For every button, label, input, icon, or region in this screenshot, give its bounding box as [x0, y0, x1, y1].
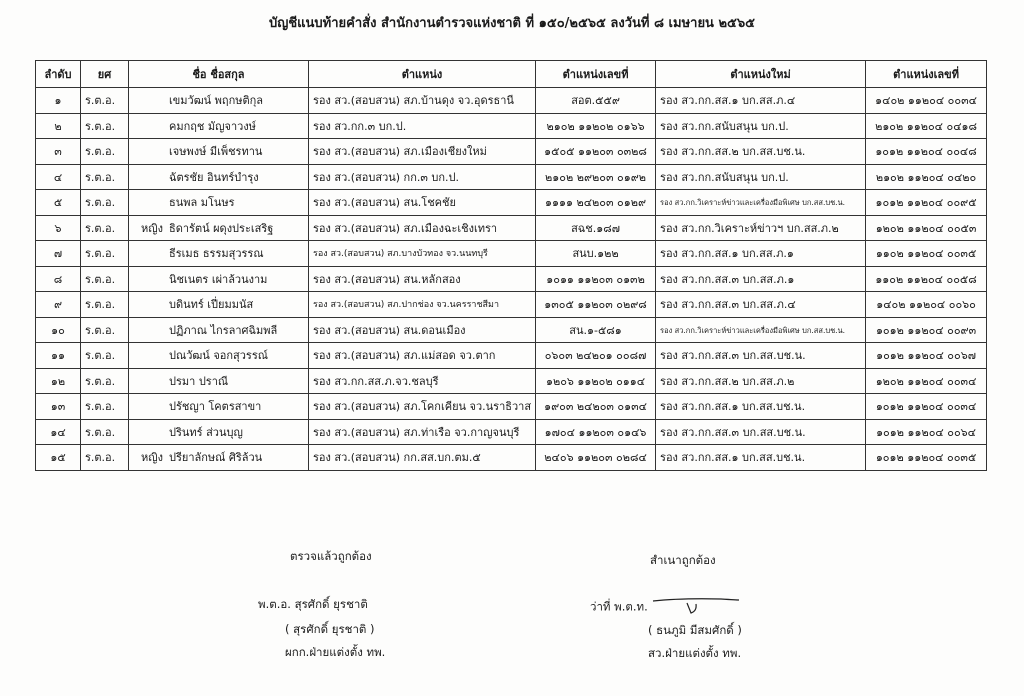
- cell-new-position-id-text: ๑๑๐๒ ๑๑๒๐๔ ๐๐๕๘: [875, 272, 977, 286]
- cell-new-position-id: [866, 368, 987, 394]
- cell-name: [129, 88, 309, 114]
- right-signature-heading: สำเนาถูกต้อง: [650, 553, 716, 567]
- cell-no: [36, 113, 81, 139]
- cell-no-text: ๔: [53, 170, 63, 184]
- cell-position-id: [536, 113, 656, 139]
- cell-name-text: ปรมา ปราณี: [169, 374, 229, 388]
- cell-position: [309, 317, 536, 343]
- cell-no: [36, 190, 81, 216]
- cell-new-position-id: [866, 394, 987, 420]
- cell-position: [309, 292, 536, 318]
- cell-rank: [81, 190, 129, 216]
- left-signature-title: ผกก.ฝ่ายแต่งตั้ง ทพ.: [285, 645, 386, 659]
- cell-new-position-text: รอง สว.กก.สส.๒ บก.สส.ภ.๒: [660, 374, 795, 388]
- cell-position-id-text: ๑๐๑๑ ๑๑๒๐๓ ๐๑๓๒: [546, 272, 645, 286]
- cell-rank-text: ร.ต.อ.: [85, 323, 116, 337]
- cell-rank: [81, 419, 129, 445]
- cell-new-position-text: รอง สว.กก.สส.๒ บก.สส.บช.น.: [660, 145, 806, 159]
- header-new-position: ตำแหน่งใหม่: [656, 61, 866, 88]
- cell-no-text: ๑๐: [51, 323, 65, 337]
- cell-new-position: [656, 139, 866, 165]
- cell-position-id-text: สอต.๕๕๙: [571, 94, 620, 108]
- cell-new-position-id: [866, 266, 987, 292]
- cell-rank-text: ร.ต.อ.: [85, 119, 116, 133]
- cell-name-text: ธนพล มโนษร: [169, 196, 235, 210]
- cell-name: [129, 164, 309, 190]
- cell-position-id: [536, 215, 656, 241]
- cell-no-text: ๕: [53, 196, 63, 210]
- cell-name-text: ธิดารัตน์ ผดุงประเสริฐ: [169, 221, 274, 235]
- cell-new-position-text: รอง สว.กก.สส.๑ บก.สส.บช.น.: [660, 400, 806, 414]
- cell-no: [36, 394, 81, 420]
- cell-new-position-text: รอง สว.กก.สส.๓ บก.สส.บช.น.: [660, 349, 806, 363]
- cell-position-id-text: ๒๔๐๖ ๑๑๒๐๓ ๐๒๘๔: [544, 451, 647, 465]
- cell-name: [129, 190, 309, 216]
- cell-rank-text: ร.ต.อ.: [85, 221, 116, 235]
- cell-new-position-id-text: ๑๒๐๒ ๑๑๒๐๔ ๐๐๕๓: [875, 221, 977, 235]
- cell-position-text: รอง สว.(สอบสวน) สภ.เมืองเชียงใหม่: [313, 145, 487, 159]
- cell-no: [36, 139, 81, 165]
- cell-rank-text: ร.ต.อ.: [85, 247, 116, 261]
- cell-position-text: รอง สว.(สอบสวน) สน.หลักสอง: [313, 272, 461, 286]
- cell-name-text: ฉัตรชัย อินทร์บำรุง: [169, 170, 259, 184]
- cell-new-position: [656, 113, 866, 139]
- cell-new-position-text: รอง สว.กก.สนับสนุน บก.ป.: [660, 119, 789, 133]
- cell-new-position-id-text: ๑๐๑๒ ๑๑๒๐๔ ๐๐๓๕: [875, 451, 977, 465]
- cell-no-text: ๑๕: [50, 451, 66, 465]
- cell-new-position-id-text: ๑๑๐๒ ๑๑๒๐๔ ๐๐๓๕: [875, 247, 977, 261]
- cell-position-id: [536, 241, 656, 267]
- cell-new-position-text: รอง สว.กก.วิเคราะห์ข่าวและเครื่องมือพิเศษ บก.สส.บช.น.: [660, 325, 846, 335]
- cell-position-id-text: ๑๓๐๕ ๑๑๒๐๓ ๐๒๙๘: [544, 298, 647, 312]
- cell-position: [309, 164, 536, 190]
- cell-name: [129, 292, 309, 318]
- cell-no: [36, 164, 81, 190]
- header-no: ลำดับ: [36, 61, 81, 88]
- cell-name: [129, 139, 309, 165]
- cell-no-text: ๑๓: [50, 400, 66, 414]
- cell-new-position-id: [866, 445, 987, 471]
- table-row: [36, 164, 987, 190]
- cell-no: [36, 317, 81, 343]
- cell-position-id: [536, 292, 656, 318]
- cell-name: [129, 343, 309, 369]
- cell-no-text: ๙: [53, 298, 63, 312]
- cell-new-position-text: รอง สว.กก.สส.๑ บก.สส.ภ.๑: [660, 247, 794, 261]
- cell-new-position: [656, 445, 866, 471]
- cell-new-position-text: รอง สว.กก.วิเคราะห์ข่าวและเครื่องมือพิเศษ บก.สส.บช.น.: [660, 198, 846, 208]
- cell-no: [36, 343, 81, 369]
- cell-rank-text: ร.ต.อ.: [85, 170, 116, 184]
- cell-new-position-text: รอง สว.กก.สส.๑ บก.สส.บช.น.: [660, 451, 806, 465]
- cell-name-text: ปฏิภาณ ไกรลาศฉิมพลี: [169, 323, 278, 337]
- cell-no: [36, 88, 81, 114]
- cell-position-text: รอง สว.(สอบสวน) สภ.โคกเคียน จว.นราธิวาส: [313, 400, 532, 414]
- cell-position-id-text: ๑๗๐๔ ๑๑๒๐๓ ๐๑๔๖: [544, 425, 647, 439]
- cell-position-id: [536, 394, 656, 420]
- left-signature-heading: ตรวจแล้วถูกต้อง: [290, 549, 372, 563]
- cell-new-position-id: [866, 215, 987, 241]
- cell-new-position-id: [866, 164, 987, 190]
- cell-new-position: [656, 241, 866, 267]
- cell-new-position: [656, 343, 866, 369]
- cell-new-position-id-text: ๒๑๐๒ ๑๑๒๐๔ ๐๔๑๘: [875, 119, 978, 133]
- table-row: [36, 343, 987, 369]
- cell-new-position-id: [866, 88, 987, 114]
- cell-position-text: รอง สว.(สอบสวน) สภ.แม่สอด จว.ตาก: [313, 349, 496, 363]
- cell-rank: [81, 215, 129, 241]
- cell-name: [129, 445, 309, 471]
- cell-position-id-text: สนบ.๑๒๒: [572, 247, 619, 261]
- cell-position-text: รอง สว.(สอบสวน) สภ.บางบัวทอง จว.นนทบุรี: [313, 249, 488, 260]
- cell-name: [129, 394, 309, 420]
- cell-rank-text: ร.ต.อ.: [85, 145, 116, 159]
- cell-name-text: ปรัชญา โคตรสาขา: [169, 400, 262, 414]
- table-row: [36, 215, 987, 241]
- table-row: [36, 88, 987, 114]
- cell-rank-text: ร.ต.อ.: [85, 400, 116, 414]
- cell-new-position: [656, 317, 866, 343]
- cell-new-position-id-text: ๑๐๑๒ ๑๑๒๐๔ ๐๐๖๗: [876, 349, 976, 363]
- cell-rank: [81, 139, 129, 165]
- header-name: ชื่อ ชื่อสกุล: [129, 61, 309, 88]
- cell-position-text: รอง สว.(สอบสวน) สภ.ท่าเรือ จว.กาญจนบุรี: [313, 425, 520, 439]
- cell-position: [309, 343, 536, 369]
- cell-position-id-text: ๑๙๐๓ ๒๔๒๐๓ ๐๑๓๔: [544, 400, 647, 414]
- cell-position-text: รอง สว.(สอบสวน) กก.๓ บก.ป.: [313, 170, 460, 184]
- cell-position-text: รอง สว.(สอบสวน) สน.โชคชัย: [313, 196, 456, 210]
- cell-name: [129, 266, 309, 292]
- cell-rank-text: ร.ต.อ.: [85, 272, 116, 286]
- cell-rank-text: ร.ต.อ.: [85, 94, 116, 108]
- cell-no-text: ๒: [54, 119, 62, 133]
- cell-new-position-id-text: ๑๔๐๒ ๑๑๒๐๔ ๐๐๓๔: [875, 94, 977, 108]
- header-rank: ยศ: [81, 61, 129, 88]
- cell-new-position-id-text: ๑๒๐๒ ๑๑๒๐๔ ๐๐๓๔: [875, 374, 977, 388]
- cell-position: [309, 190, 536, 216]
- cell-no-text: ๑๑: [51, 349, 65, 363]
- cell-no-text: ๑: [54, 94, 62, 108]
- cell-name-text: เขมวัฒน์ พฤกษติกุล: [169, 94, 264, 108]
- cell-rank-text: ร.ต.อ.: [85, 298, 116, 312]
- cell-name-text: ธีรเมธ ธรรมสุวรรณ: [169, 247, 264, 261]
- cell-new-position-id-text: ๑๐๑๒ ๑๑๒๐๔ ๐๐๓๔: [875, 400, 977, 414]
- cell-name-text: คมกฤช มัญจาวงษ์: [169, 119, 256, 133]
- cell-rank-text: ร.ต.อ.: [85, 374, 116, 388]
- cell-position-id-text: ๑๕๐๕ ๑๑๒๐๓ ๐๓๒๘: [544, 145, 647, 159]
- cell-position: [309, 266, 536, 292]
- cell-name-prefix: หญิง: [141, 451, 163, 465]
- cell-position-id-text: สฉช.๑๘๗: [571, 221, 620, 235]
- cell-rank-text: ร.ต.อ.: [85, 349, 116, 363]
- cell-position-id: [536, 419, 656, 445]
- cell-position-id-text: สน.๑-๕๘๑: [569, 323, 622, 337]
- right-signature-paren: ( ธนภูมิ มีสมศักดิ์ ): [648, 623, 742, 637]
- table-row: [36, 113, 987, 139]
- roster-body: [36, 88, 987, 471]
- cell-rank: [81, 88, 129, 114]
- cell-no: [36, 266, 81, 292]
- cell-new-position: [656, 190, 866, 216]
- cell-new-position-id-text: ๒๑๐๒ ๑๑๒๐๔ ๐๔๒๐: [875, 170, 977, 184]
- cell-position: [309, 368, 536, 394]
- cell-name-text: ปณวัฒน์ จอกสุวรรณ์: [169, 349, 268, 363]
- cell-position-id: [536, 139, 656, 165]
- cell-no: [36, 368, 81, 394]
- cell-no: [36, 419, 81, 445]
- cell-position-id: [536, 164, 656, 190]
- left-signature-paren: ( สุรศักดิ์ ยุรชาติ ): [285, 622, 375, 636]
- cell-no-text: ๑๔: [50, 425, 66, 439]
- cell-rank: [81, 445, 129, 471]
- cell-rank: [81, 292, 129, 318]
- table-row: [36, 292, 987, 318]
- cell-name-text: บดินทร์ เปี่ยมมนัส: [169, 298, 254, 312]
- cell-rank: [81, 164, 129, 190]
- cell-position-id: [536, 266, 656, 292]
- table-row: [36, 139, 987, 165]
- cell-no: [36, 292, 81, 318]
- table-header-row: [36, 61, 987, 88]
- cell-rank-text: ร.ต.อ.: [85, 196, 116, 210]
- table-row: [36, 368, 987, 394]
- cell-new-position-text: รอง สว.กก.สส.๓ บก.สส.ภ.๔: [660, 298, 796, 312]
- cell-new-position-id-text: ๑๐๑๒ ๑๑๒๐๔ ๐๐๙๕: [875, 196, 977, 210]
- cell-no-text: ๑๒: [50, 374, 66, 388]
- cell-new-position-id: [866, 343, 987, 369]
- cell-position-text: รอง สว.(สอบสวน) กก.สส.บก.ตม.๕: [313, 451, 481, 465]
- handwritten-signature: [651, 597, 741, 617]
- cell-position-id: [536, 88, 656, 114]
- cell-new-position-id: [866, 419, 987, 445]
- cell-name: [129, 113, 309, 139]
- cell-position: [309, 88, 536, 114]
- cell-no-text: ๓: [54, 145, 62, 159]
- cell-rank: [81, 394, 129, 420]
- cell-new-position-text: รอง สว.กก.สส.๓ บก.สส.ภ.๑: [660, 272, 795, 286]
- cell-new-position-id-text: ๑๔๐๒ ๑๑๒๐๔ ๐๐๖๐: [876, 298, 976, 312]
- cell-new-position-text: รอง สว.กก.สส.๓ บก.สส.บช.น.: [660, 425, 806, 439]
- cell-name-text: นิชเนตร เผ่าล้วนงาม: [169, 272, 268, 286]
- cell-position-id: [536, 190, 656, 216]
- table-row: [36, 317, 987, 343]
- cell-position: [309, 215, 536, 241]
- cell-position: [309, 445, 536, 471]
- cell-position-id-text: ๑๑๑๑ ๒๔๒๐๓ ๐๑๒๙: [545, 196, 647, 210]
- table-row: [36, 419, 987, 445]
- cell-name-text: ปรินทร์ ส่วนบุญ: [169, 425, 243, 439]
- cell-rank: [81, 241, 129, 267]
- cell-position-id-text: ๐๖๐๓ ๒๔๒๐๑ ๐๐๘๗: [544, 349, 647, 363]
- cell-no: [36, 215, 81, 241]
- header-new-position-id: ตำแหน่งเลขที่: [866, 61, 987, 88]
- left-signature-name: พ.ต.อ. สุรศักดิ์ ยุรชาติ: [258, 597, 368, 611]
- cell-position-id: [536, 343, 656, 369]
- cell-name: [129, 368, 309, 394]
- cell-position-id: [536, 317, 656, 343]
- cell-name-text: ปรียาลักษณ์ ศิริล้วน: [169, 451, 263, 465]
- header-position: ตำแหน่ง: [309, 61, 536, 88]
- cell-position: [309, 394, 536, 420]
- cell-new-position-id-text: ๑๐๑๒ ๑๑๒๐๔ ๐๐๙๓: [875, 323, 977, 337]
- table-row: [36, 190, 987, 216]
- cell-new-position-id: [866, 241, 987, 267]
- cell-position: [309, 139, 536, 165]
- cell-position-id-text: ๑๒๐๖ ๑๑๒๐๒ ๐๑๑๔: [545, 374, 646, 388]
- cell-new-position-id: [866, 292, 987, 318]
- cell-rank: [81, 266, 129, 292]
- cell-new-position-id: [866, 139, 987, 165]
- cell-name-prefix: หญิง: [141, 221, 163, 235]
- cell-position-text: รอง สว.(สอบสวน) สภ.บ้านดุง จว.อุดรธานี: [313, 94, 514, 108]
- cell-no: [36, 241, 81, 267]
- cell-position-text: รอง สว.(สอบสวน) สภ.เมืองฉะเชิงเทรา: [313, 221, 498, 235]
- cell-new-position-text: รอง สว.กก.วิเคราะห์ข่าวฯ บก.สส.ภ.๒: [660, 221, 839, 235]
- cell-new-position: [656, 394, 866, 420]
- cell-position-id-text: ๒๑๐๒ ๒๙๒๐๓ ๐๑๙๒: [545, 170, 647, 184]
- document-title: บัญชีแนบท้ายคำสั่ง สำนักงานตำรวจแห่งชาติ ที่ ๑๕๐/๒๕๖๕ ลงวันที่ ๘ เมษายน ๒๕๖๕: [269, 16, 755, 31]
- cell-new-position: [656, 292, 866, 318]
- cell-new-position-text: รอง สว.กก.สนับสนุน บก.ป.: [660, 170, 789, 184]
- cell-new-position: [656, 164, 866, 190]
- right-signature-name-row: [590, 597, 741, 617]
- cell-rank: [81, 343, 129, 369]
- cell-position-text: รอง สว.(สอบสวน) สภ.ปากช่อง จว.นครราชสีมา: [313, 300, 500, 311]
- cell-rank-text: ร.ต.อ.: [85, 451, 116, 465]
- cell-no-text: ๘: [53, 272, 63, 286]
- cell-position-text: รอง สว.กก.๓ บก.ป.: [313, 119, 407, 133]
- cell-new-position: [656, 88, 866, 114]
- cell-rank: [81, 368, 129, 394]
- right-signature-title: สว.ฝ่ายแต่งตั้ง ทพ.: [648, 646, 742, 660]
- header-position-id: ตำแหน่งเลขที่: [536, 61, 656, 88]
- cell-position: [309, 113, 536, 139]
- cell-new-position: [656, 368, 866, 394]
- cell-name: [129, 241, 309, 267]
- cell-name: [129, 419, 309, 445]
- cell-new-position: [656, 266, 866, 292]
- cell-new-position-id: [866, 317, 987, 343]
- cell-name: [129, 317, 309, 343]
- table-row: [36, 266, 987, 292]
- cell-no: [36, 445, 81, 471]
- cell-position-text: รอง สว.(สอบสวน) สน.ดอนเมือง: [313, 323, 466, 337]
- cell-position-id-text: ๒๑๐๒ ๑๑๒๐๒ ๐๑๖๖: [546, 119, 645, 133]
- cell-new-position: [656, 215, 866, 241]
- table-row: [36, 241, 987, 267]
- cell-new-position-id-text: ๑๐๑๒ ๑๑๒๐๔ ๐๐๖๔: [876, 425, 976, 439]
- cell-new-position-id: [866, 190, 987, 216]
- cell-new-position-id: [866, 113, 987, 139]
- cell-position-id: [536, 445, 656, 471]
- cell-new-position-id-text: ๑๐๑๒ ๑๑๒๐๔ ๐๐๔๘: [875, 145, 977, 159]
- cell-position-id: [536, 368, 656, 394]
- cell-no-text: ๖: [54, 221, 62, 235]
- cell-new-position-text: รอง สว.กก.สส.๑ บก.สส.ภ.๔: [660, 94, 796, 108]
- cell-rank: [81, 113, 129, 139]
- cell-rank-text: ร.ต.อ.: [85, 425, 116, 439]
- right-signature-name: ว่าที่ พ.ต.ท.: [590, 599, 648, 614]
- table-row: [36, 394, 987, 420]
- cell-new-position: [656, 419, 866, 445]
- roster-table: [35, 60, 987, 471]
- cell-position: [309, 419, 536, 445]
- cell-name-text: เจษพงษ์ มีเพ็ชรทาน: [169, 145, 263, 159]
- cell-position-text: รอง สว.กก.สส.ภ.จว.ชลบุรี: [313, 374, 439, 388]
- cell-name: [129, 215, 309, 241]
- cell-rank: [81, 317, 129, 343]
- table-row: [36, 445, 987, 471]
- cell-position: [309, 241, 536, 267]
- cell-no-text: ๗: [53, 247, 63, 261]
